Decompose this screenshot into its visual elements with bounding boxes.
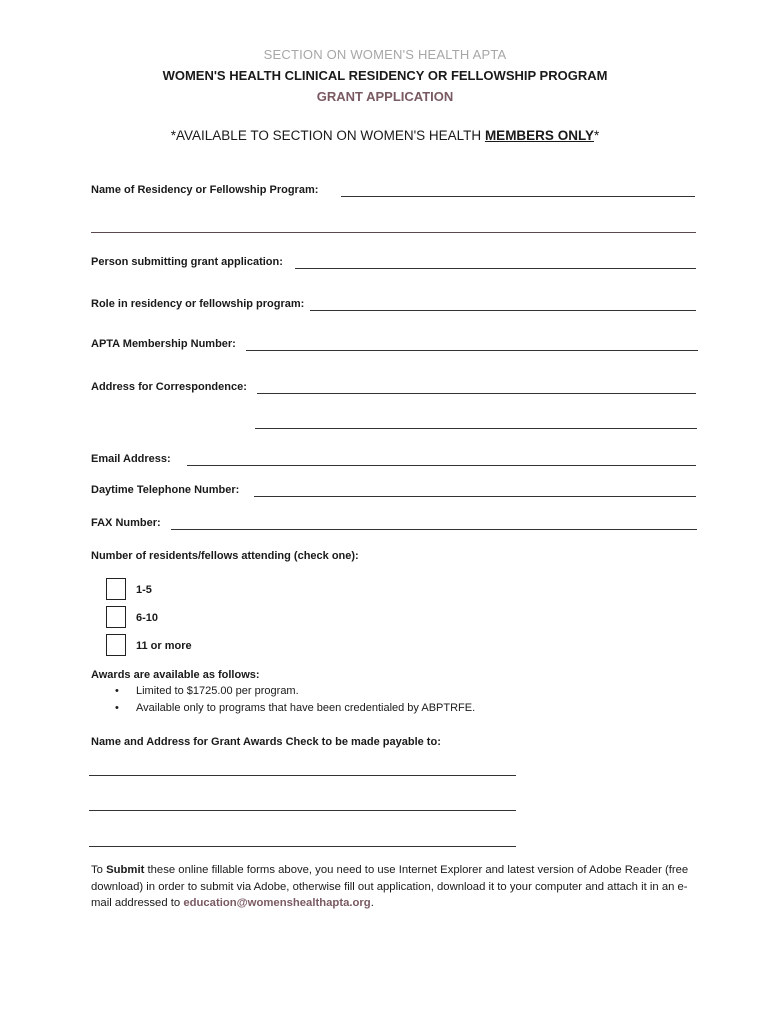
fax-field[interactable] <box>171 515 697 530</box>
program-name-label: Name of Residency or Fellowship Program: <box>91 184 319 196</box>
role-field[interactable] <box>310 296 696 311</box>
phone-field[interactable] <box>254 482 696 497</box>
submission-email-link[interactable]: education@womenshealthapta.org <box>183 897 371 909</box>
residents-option-11-plus: 11 or more <box>136 640 192 652</box>
residents-option-6-10: 6-10 <box>136 612 159 624</box>
payable-field-line2[interactable] <box>89 796 516 811</box>
payable-label: Name and Address for Grant Awards Check to be made payable to: <box>91 736 441 748</box>
header-program-title: WOMEN'S HEALTH CLINICAL RESIDENCY OR FELLOWSHIP PROGRAM <box>162 68 608 83</box>
apta-number-label: APTA Membership Number: <box>91 338 236 350</box>
residents-checkbox-6-10[interactable] <box>106 606 126 628</box>
footer-text-body: these online fillable forms above, you need to use Internet Explorer and latest version of Adobe Reader (free download) in order to submit via Adobe, otherwise fill out application, download it to your computer and attach it in an e-mail addressed to <box>91 864 689 909</box>
footer-text-start: To <box>91 864 107 876</box>
header-grant-application: GRANT APPLICATION <box>316 89 454 104</box>
awards-bullet-credential <box>115 702 476 714</box>
bullet-icon: • <box>115 702 119 714</box>
payable-field-line1[interactable] <box>89 761 516 776</box>
availability-members-only: MEMBERS ONLY <box>484 128 594 143</box>
awards-label: Awards are available as follows: <box>91 669 260 681</box>
footer-submit-bold: Submit <box>106 864 145 876</box>
bullet-icon: • <box>115 685 119 697</box>
footer-text-end: . <box>370 897 374 909</box>
email-field[interactable] <box>187 451 696 466</box>
person-label: Person submitting grant application: <box>91 256 283 268</box>
availability-suffix: * <box>593 128 600 143</box>
fax-label: FAX Number: <box>91 517 161 529</box>
awards-bullet-credential-text: Available only to programs that have been credentialed by ABPTRFE. <box>136 702 476 714</box>
section-divider <box>91 232 696 233</box>
phone-label: Daytime Telephone Number: <box>91 484 240 496</box>
role-label: Role in residency or fellowship program: <box>91 298 305 310</box>
residents-checkbox-1-5[interactable] <box>106 578 126 600</box>
awards-bullet-limit-text: Limited to $1725.00 per program. <box>136 685 299 697</box>
address-field-line2[interactable] <box>255 414 697 429</box>
program-name-field[interactable] <box>341 182 695 197</box>
address-label: Address for Correspondence: <box>91 381 247 393</box>
availability-prefix: *AVAILABLE TO SECTION ON WOMEN'S HEALTH <box>170 128 485 143</box>
awards-bullet-limit <box>115 685 299 697</box>
submission-instructions <box>91 862 691 912</box>
residents-label: Number of residents/fellows attending (check one): <box>91 550 359 562</box>
residents-checkbox-11-plus[interactable] <box>106 634 126 656</box>
availability-notice <box>0 128 770 143</box>
payable-field-line3[interactable] <box>89 832 516 847</box>
email-label: Email Address: <box>91 453 171 465</box>
apta-number-field[interactable] <box>246 336 698 351</box>
person-field[interactable] <box>295 254 696 269</box>
residents-option-1-5: 1-5 <box>136 584 152 596</box>
header-organization: SECTION ON WOMEN'S HEALTH APTA <box>263 47 507 62</box>
address-field-line1[interactable] <box>257 379 696 394</box>
